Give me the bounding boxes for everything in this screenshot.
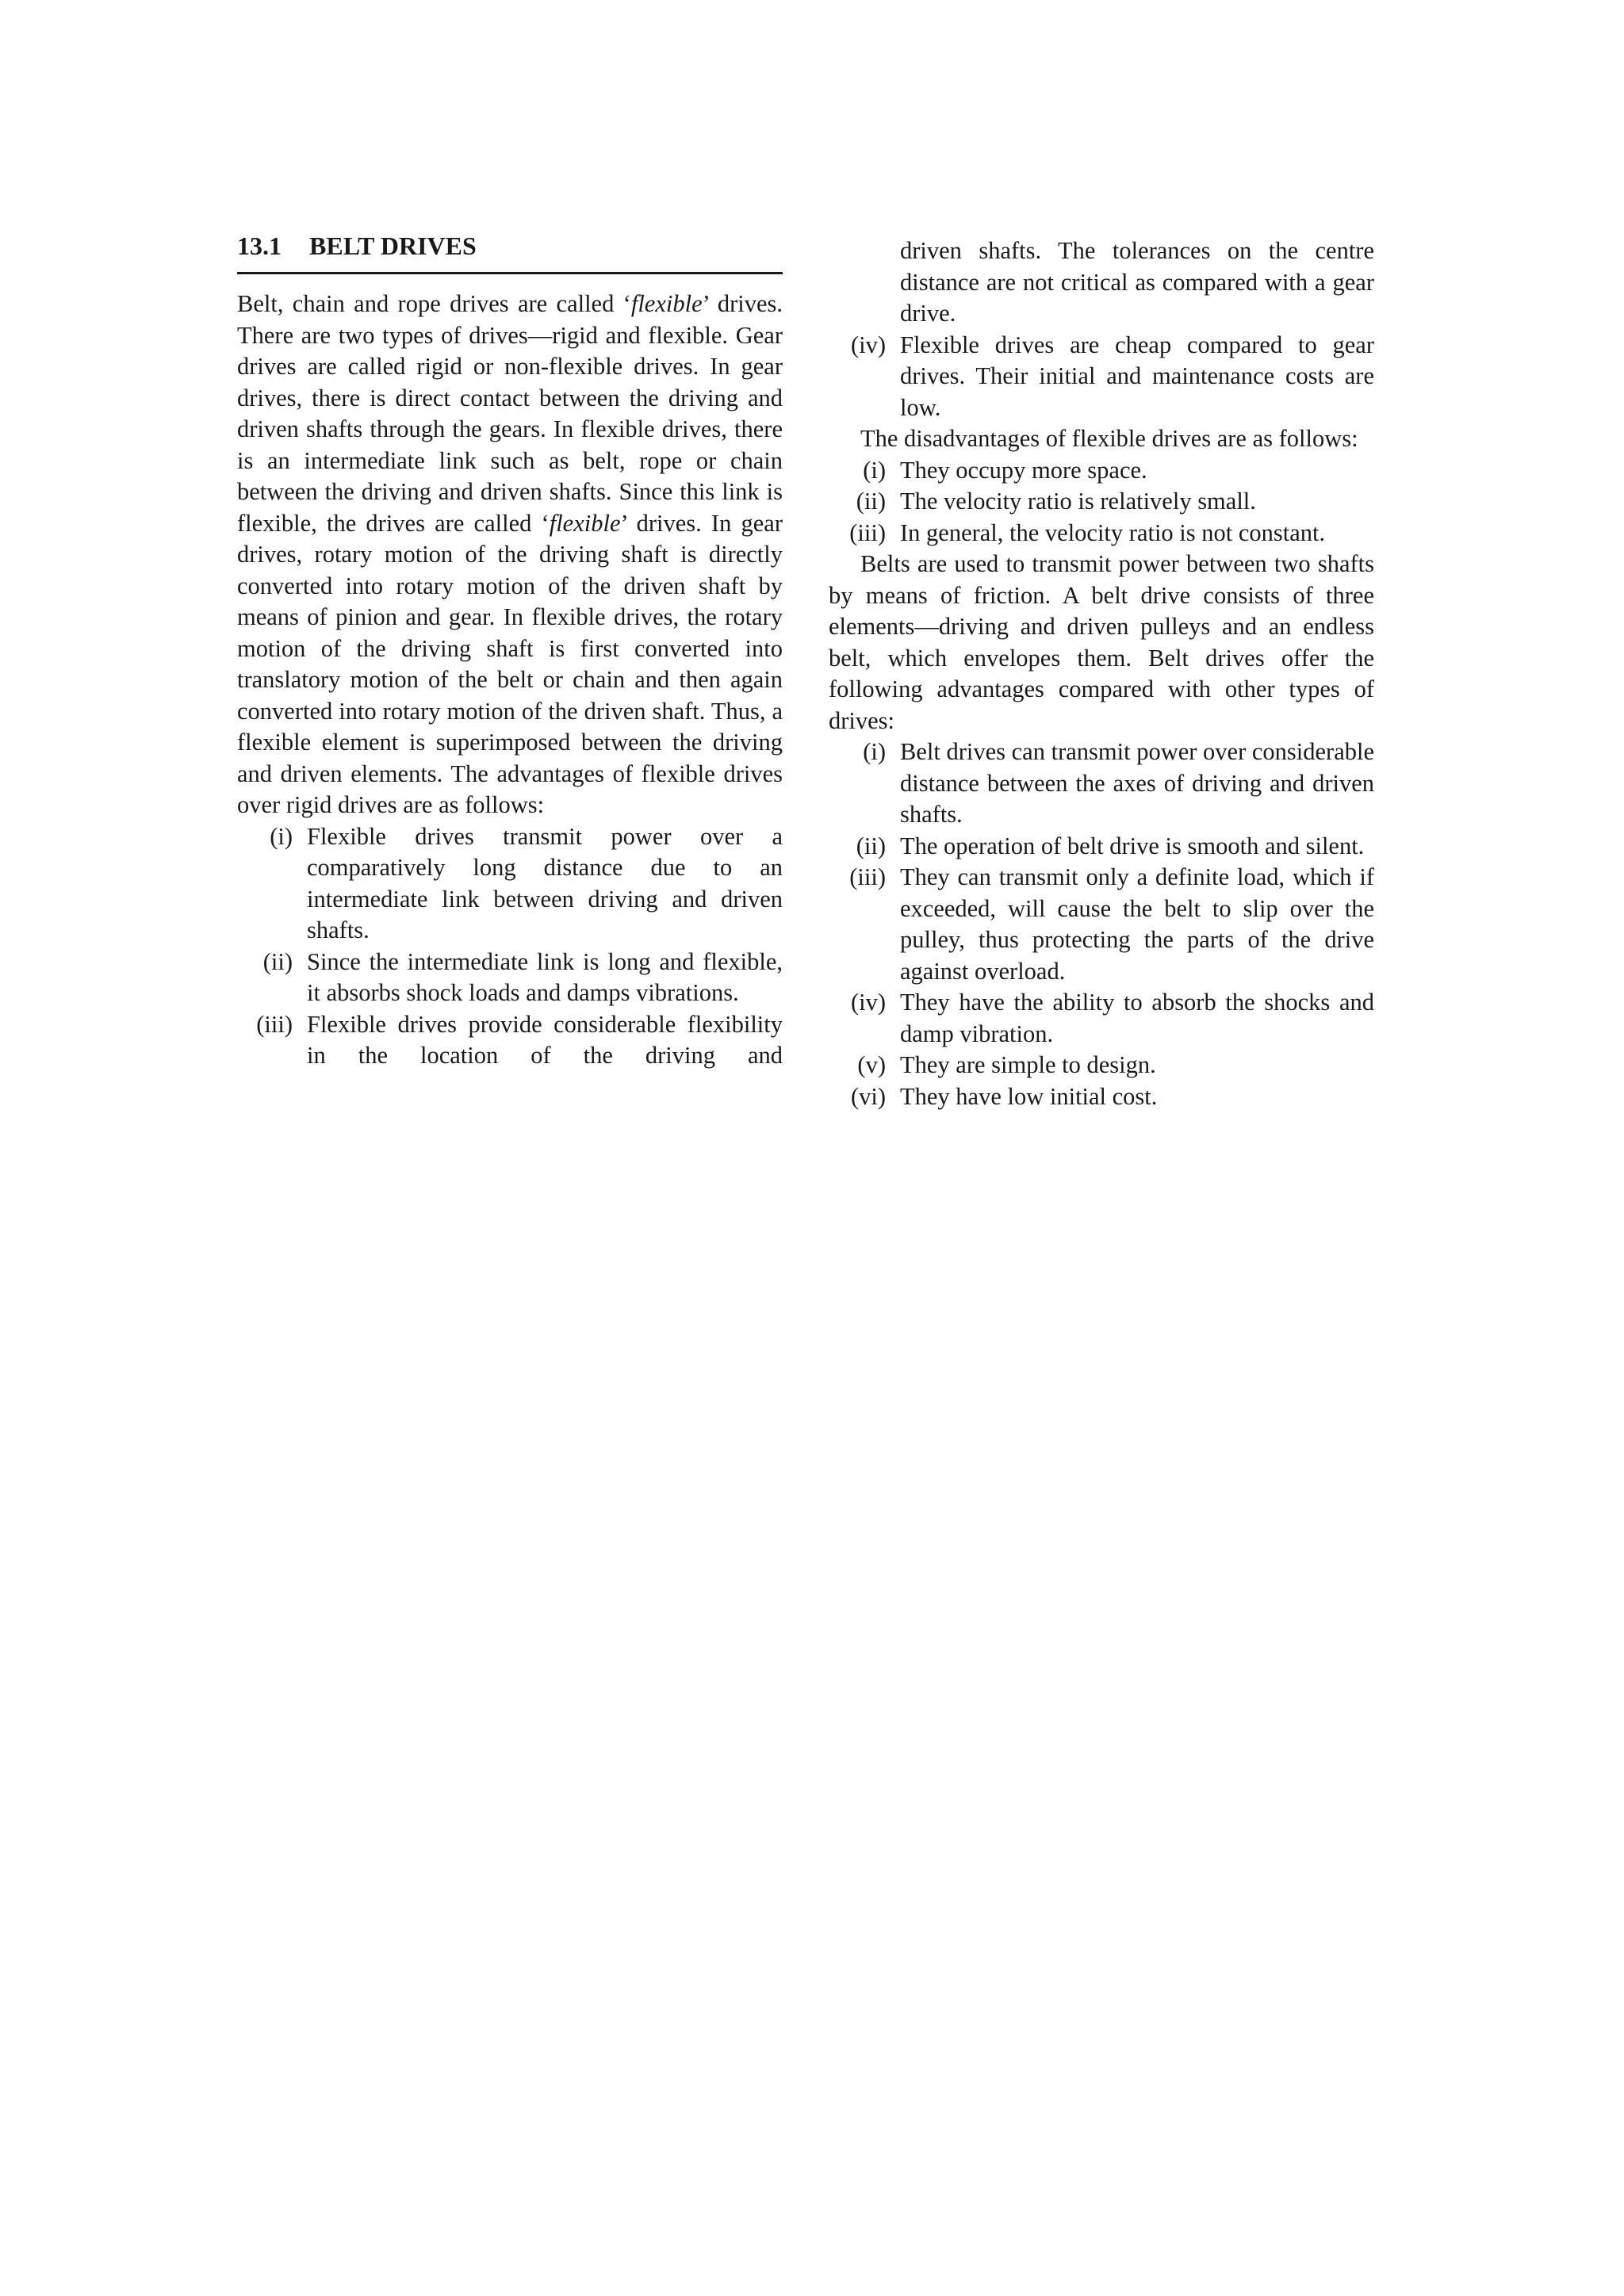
list-item-text: They occupy more space.: [900, 456, 1147, 484]
list-marker: (ii): [856, 488, 886, 515]
intro-paragraph: Belt, chain and rope drives are called ‘flexible’ drives. There are two types of drives—rigid and flexible. Gear drives are called rigid or non-flexible drives. In gear drives, there is direct contact between the driving and driven shafts through the gears. In flexible drives, there is an intermediate link such as belt, rope or chain between the driving and driven shafts. Since this link is flexible, the drives are called ‘flexible’ drives. In gear drives, rotary motion of the driving shaft is directly converted into rotary motion of the driven shaft by means of pinion and gear. In flexible drives, the rotary motion of the driving shaft is first converted into translatory motion of the belt or chain and then again converted into rotary motion of the driven shaft. Thus, a flexible element is superimposed between the driving and driven elements. The advantages of flexible drives over rigid drives are as follows:: [237, 290, 783, 818]
list-marker: (iii): [849, 863, 886, 890]
list-item-text: Flexible drives provide considerable flexibility in the location of the driving and: [307, 1010, 783, 1069]
list-item: [829, 518, 1374, 549]
list-item-text: They can transmit only a definite load, which if exceeded, will cause the belt to slip over the pulley, thus protecting the parts of the drive against overload.: [900, 863, 1374, 985]
list-item: [829, 987, 1374, 1050]
list-marker: (i): [863, 738, 886, 765]
list-item-text: They have the ability to absorb the shocks and damp vibration.: [900, 989, 1374, 1047]
list-marker: (iii): [256, 1010, 293, 1038]
list-item: [829, 486, 1374, 518]
list-item-text: Belt drives can transmit power over considerable distance between the axes of driving and driven shafts.: [900, 738, 1374, 828]
belt-advantages-list: [829, 737, 1374, 1112]
list-item: [829, 1081, 1374, 1113]
list-item: [237, 947, 783, 1009]
list-item-text: The operation of belt drive is smooth and silent.: [900, 832, 1365, 859]
list-item-text: Flexible drives are cheap compared to gear drives. Their initial and maintenance costs are low.: [900, 331, 1374, 421]
list-item: [829, 862, 1374, 987]
disadvantages-list: [829, 455, 1374, 549]
list-item-text: Flexible drives transmit power over a comparatively long distance due to an intermediate link between driving and driven shafts.: [307, 822, 783, 943]
list-marker: (iv): [850, 331, 886, 358]
list-marker: (i): [270, 822, 293, 850]
list-item: [829, 831, 1374, 863]
list-item-text: Since the intermediate link is long and flexible, it absorbs shock loads and damps vibrations.: [307, 947, 783, 1006]
list-item-text: They are simple to design.: [900, 1051, 1156, 1078]
list-marker: (iv): [850, 989, 886, 1016]
list-item: [829, 455, 1374, 487]
list-item-continuation: driven shafts. The tolerances on the centre distance are not critical as compared with a gear drive.: [900, 237, 1374, 327]
list-item-text: The velocity ratio is relatively small.: [900, 488, 1256, 515]
left-column: [237, 230, 783, 1072]
right-column: [829, 235, 1374, 1112]
disadvantages-intro: The disadvantages of flexible drives are as follows:: [860, 425, 1358, 452]
list-item: [237, 1009, 783, 1072]
section-heading: [237, 230, 783, 274]
list-marker: (ii): [262, 947, 293, 975]
list-marker: (vi): [850, 1082, 886, 1110]
list-item-text: They have low initial cost.: [900, 1082, 1158, 1110]
list-marker: (v): [857, 1051, 886, 1078]
belts-intro-paragraph: Belts are used to transmit power between two shafts by means of friction. A belt drive consists of three elements—driving and driven pulleys and an endless belt, which envelopes them. Belt drives offer the following advantages compared with other types of drives:: [829, 550, 1374, 734]
flexible-advantages-list: [237, 821, 783, 1072]
list-item: [237, 821, 783, 947]
list-marker: (i): [863, 456, 886, 484]
section-title: BELT DRIVES: [309, 232, 477, 260]
list-item: [829, 1050, 1374, 1081]
section-number: 13.1: [237, 232, 282, 260]
list-item-text: In general, the velocity ratio is not constant.: [900, 519, 1326, 546]
list-item: [829, 330, 1374, 424]
list-item: [829, 737, 1374, 831]
list-marker: (ii): [856, 832, 886, 859]
list-marker: (iii): [849, 519, 886, 546]
